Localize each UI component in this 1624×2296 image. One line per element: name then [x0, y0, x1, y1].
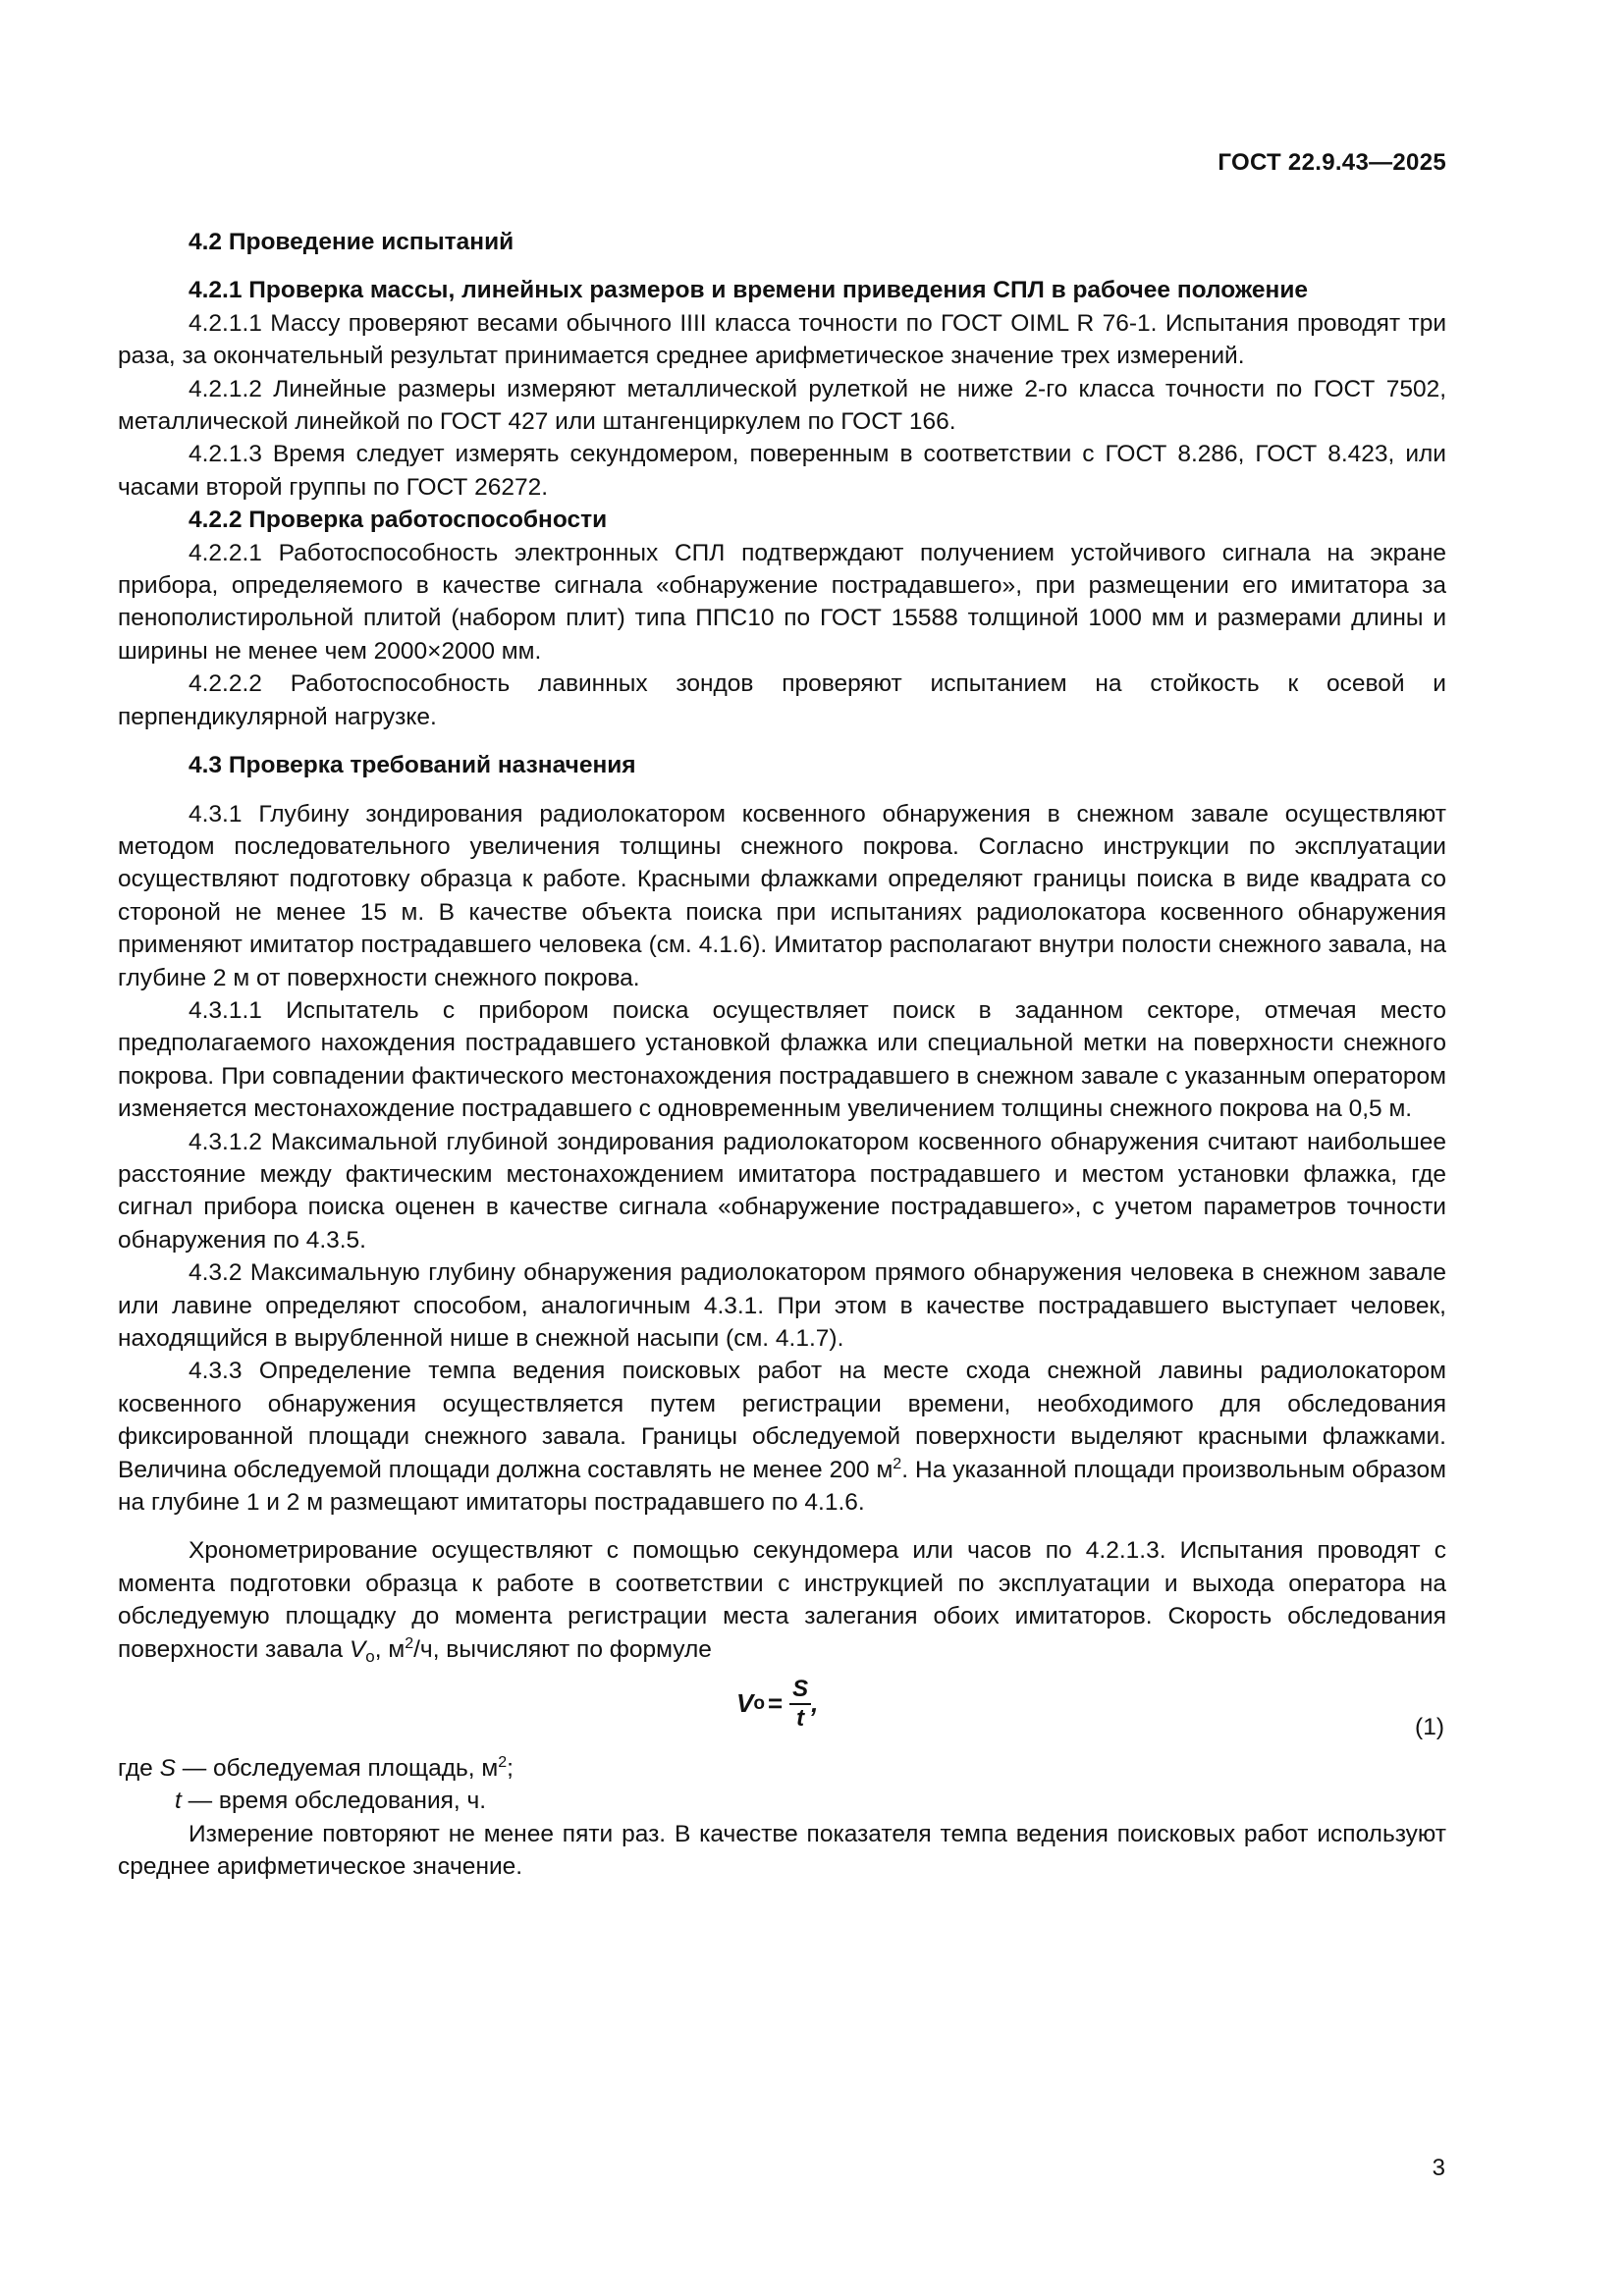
where-line-1: [118, 1752, 1446, 1785]
paragraph-chronometry-text-3: /ч, вычисляют по формуле: [413, 1635, 712, 1663]
paragraph-4-3-3-text-1: 4.3.3 Определение темпа ведения поисковых работ на месте схода снежной лавины радиолокатором косвенного обнаружения осуществляется путем регистрации времени, необходимого для обследования фиксированной площади снежного завала. Границы обследуемой поверхности выделяют красными флажками. Величина обследуемой площади должна составлять не менее 200 м: [118, 1358, 1446, 1483]
paragraph-4-3-2: 4.3.2 Максимальную глубину обнаружения радиолокатором прямого обнаружения человека в снежном завале или лавине определяют способом, аналогичным 4.3.1. При этом в качестве пострадавшего выступает человек, находящийся в вырубленной нише в снежной насыпи (см. 4.1.7).: [118, 1259, 1446, 1352]
formula-block: [118, 1676, 1446, 1746]
formula-fraction: [789, 1676, 811, 1733]
where-text-1: — обследуемая площадь, м: [175, 1755, 499, 1783]
paragraph-4-2-2-1: 4.2.2.1 Работоспособность электронных СПЛ подтверждают получением устойчивого сигнала на экране прибора, определяемого в качестве сигнала «обнаружение пострадавшего», при размещении его имитатора за пенополистирольной плитой (набором плит) типа ППС10 по ГОСТ 15588 толщиной 1000 мм и размерами длины и ширины не менее чем 2000×2000 мм.: [118, 539, 1446, 665]
where-variable-t: t: [175, 1788, 182, 1815]
superscript-square: 2: [498, 1754, 508, 1772]
where-text-2: — время обследования, ч.: [181, 1788, 487, 1815]
section-heading-4-3: 4.3 Проверка требований назначения: [189, 752, 636, 779]
paragraph-4-2-1-2: 4.2.1.2 Линейные размеры измеряют металлической рулеткой не ниже 2-го класса точности по ГОСТ 7502, металлической линейкой по ГОСТ 427 или штангенциркулем по ГОСТ 166.: [118, 375, 1446, 436]
where-variable-s: S: [159, 1755, 176, 1783]
variable-v: V: [349, 1635, 366, 1663]
paragraph-4-3-1: 4.3.1 Глубину зондирования радиолокатором косвенного обнаружения в снежном завале осуществляют методом последовательного увеличения толщины снежного покрова. Согласно инструкции по эксплуатации осуществляют подготовку образца к работе. Красными флажками определяют границы поиска в виде квадрата со стороной не менее 15 м. В качестве объекта поиска при испытаниях радиолокатора косвенного обнаружения применяют имитатор пострадавшего человека (см. 4.1.6). Имитатор располагают внутри полости снежного завала, на глубине 2 м от поверхности снежного покрова.: [118, 800, 1446, 991]
formula-numerator: S: [789, 1676, 811, 1705]
superscript-square: 2: [893, 1455, 902, 1472]
paragraph-4-2-1-1: 4.2.1.1 Массу проверяют весами обычного IIII класса точности по ГОСТ OIML R 76-1. Испытания проводят три раза, за окончательный результат принимается среднее арифметическое значение трех измерений.: [118, 309, 1446, 370]
paragraph-4-3-3-text-2: . На указанной площади произвольным образом на глубине 1 и 2 м размещают имитаторы пострадавшего по 4.1.6.: [118, 1456, 1446, 1517]
formula-lhs-variable: V: [736, 1688, 754, 1719]
paragraph-4-3-1-1: 4.3.1.1 Испытатель с прибором поиска осуществляет поиск в заданном секторе, отмечая место предполагаемого нахождения пострадавшего установкой флажка или специальной метки на поверхности снежного покрова. При совпадении фактического местонахождения пострадавшего в снежном завале с указанным оператором изменяется местонахождение пострадавшего с одновременным увеличением толщины снежного покрова на 0,5 м.: [118, 996, 1446, 1123]
paragraph-4-2-1-3: 4.2.1.3 Время следует измерять секундомером, поверенным в соответствии с ГОСТ 8.286, ГОСТ 8.423, или часами второй группы по ГОСТ 26272.: [118, 441, 1446, 501]
where-line-2: [118, 1785, 1446, 1817]
paragraph-4-3-3: [118, 1355, 1446, 1519]
section-heading-4-2: 4.2 Проведение испытаний: [189, 229, 514, 255]
where-end-1: ;: [507, 1755, 514, 1783]
paragraph-4-2-2-2: 4.2.2.2 Работоспособность лавинных зондов проверяют испытанием на стойкость к осевой и перпендикулярной нагрузке.: [118, 670, 1446, 730]
section-heading-4-2-2: 4.2.2 Проверка работоспособности: [189, 507, 608, 534]
paragraph-4-3-1-2: 4.3.1.2 Максимальной глубиной зондирования радиолокатором косвенного обнаружения считают наибольшее расстояние между фактическим местонахождением имитатора пострадавшего и местом установки флажка, где сигнал прибора поиска оценен в качестве сигнала «обнаружение пострадавшего», с учетом параметров точности обнаружения по 4.3.5.: [118, 1128, 1446, 1254]
paragraph-repeat: Измерение повторяют не менее пяти раз. В качестве показателя темпа ведения поисковых работ используют среднее арифметическое значение.: [118, 1820, 1446, 1881]
document-code: ГОСТ 22.9.43—2025: [1218, 149, 1446, 176]
section-heading-4-2-1: 4.2.1 Проверка массы, линейных размеров и времени приведения СПЛ в рабочее положение: [189, 277, 1309, 304]
paragraph-chronometry-text-2: , м: [374, 1635, 406, 1663]
superscript-square: 2: [405, 1634, 414, 1652]
formula-denominator: t: [796, 1705, 805, 1733]
formula-equals: =: [767, 1688, 784, 1719]
formula-1: V o = $\frac{S}{t}$ ,: [736, 1676, 819, 1733]
page-number: 3: [1432, 2155, 1445, 2181]
page-content: [118, 226, 1446, 1884]
subscript-o: o: [365, 1646, 375, 1666]
formula-number: (1): [1415, 1714, 1444, 1741]
paragraph-chronometry-text-1: Хронометрирование осуществляют с помощью секундомера или часов по 4.2.1.3. Испытания проводят с момента подготовки образца к работе в соответствии с инструкцией по эксплуатации и выхода оператора на обследуемую площадку до момента регистрации места залегания обоих имитаторов. Скорость обследования поверхности завала: [118, 1537, 1446, 1663]
where-prefix: где: [118, 1755, 160, 1783]
formula-trailing-comma: ,: [811, 1688, 819, 1719]
paragraph-chronometry: [118, 1534, 1446, 1666]
